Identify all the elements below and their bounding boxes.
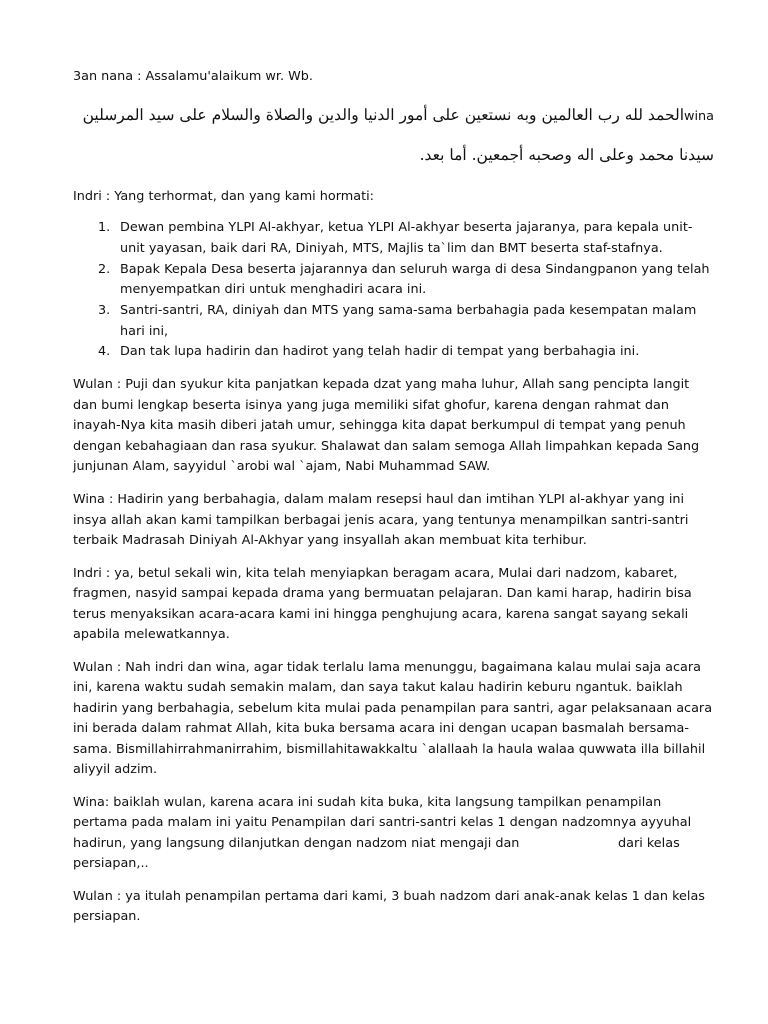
paragraph-line: dan bumi lengkap beserta isinya yang juga memiliki sifat ghofur, karena dengan rahmat dan xyxy=(73,398,669,413)
paragraph-line: terbaik Madrasah Diniyah Al-Akhyar yang insyallah akan membuat kita terhibur. xyxy=(73,533,587,548)
list-item-number: 1. xyxy=(98,220,111,235)
paragraph-line: pertama pada malam ini yaitu Penampilan dari santri-santri kelas 1 dengan nadzomnya ayyuhal xyxy=(73,815,692,830)
paragraph-line: fragmen, nasyid sampai kepada drama yang bermuatan pelajaran. Dan kami harap, hadirin bisa xyxy=(73,586,692,601)
list-item-line: Santri-santri, RA, diniyah dan MTS yang sama-sama berbahagia pada kesempatan malam xyxy=(120,303,697,318)
list-item-line: Bapak Kepala Desa beserta jajarannya dan seluruh warga di desa Sindangpanon yang telah xyxy=(120,262,710,277)
paragraph-line: ini, karena waktu sudah semakin malam, dan saya takut kalau hadirin keburu ngantuk. baiklah xyxy=(73,680,683,695)
paragraph-line: persiapan. xyxy=(73,909,141,924)
paragraph-line: Wina: baiklah wulan, karena acara ini sudah kita buka, kita langsung tampilkan penampilan xyxy=(73,795,662,810)
list-item-line: Dan tak lupa hadirin dan hadirot yang telah hadir di tempat yang berbahagia ini. xyxy=(120,344,640,359)
opening-greeting: 3an nana : Assalamu'alaikum wr. Wb. xyxy=(73,69,313,84)
paragraph-line: terus menyaksikan acara-acara kami ini hingga penghujung acara, karena sangat sayang sekali xyxy=(73,607,689,622)
paragraph-line: hadirin yang berbahagia, sebelum kita mulai pada penampilan para santri, agar pelaksanaan acara xyxy=(73,701,713,716)
paragraph-line: sama. Bismillahirrahmanirrahim, bismillahitawakkaltu `alallaah la haula walaa quwwata illa billahil xyxy=(73,742,706,757)
arabic-text-1: الحمد لله رب العالمين وبه نستعين على أمور الدنيا والدين والصلاة والسلام على سيد المرسلين xyxy=(82,106,685,124)
paragraph-line: Wulan : Nah indri dan wina, agar tidak terlalu lama menunggu, bagaimana kalau mulai saja acara xyxy=(73,660,701,675)
paragraph-line: Wina : Hadirin yang berbahagia, dalam malam resepsi haul dan imtihan YLPI al-akhyar yang ini xyxy=(73,492,685,507)
paragraph-line: Indri : ya, betul sekali win, kita telah menyiapkan beragam acara, Mulai dari nadzom, kabaret, xyxy=(73,566,678,581)
list-item-line: Dewan pembina YLPI Al-akhyar, ketua YLPI Al-akhyar beserta jajaranya, para kepala unit- xyxy=(120,220,693,235)
paragraph-gap-text: dari kelas xyxy=(618,836,680,851)
list-item-line: menyempatkan diri untuk menghadiri acara ini. xyxy=(120,282,427,297)
list-item-number: 2. xyxy=(98,262,111,277)
arabic-opening-line-2: سيدنا محمد وعلى اله وصحبه أجمعين. أما بعد. xyxy=(419,146,714,164)
paragraph-line: apabila melewatkannya. xyxy=(73,627,230,642)
paragraph-line: aliyyil adzim. xyxy=(73,762,158,777)
paragraph-line: hadirun, yang langsung dilanjutkan dengan nadzom niat mengaji dan xyxy=(73,836,520,851)
paragraph-line: ini berada dalam rahmat Allah, kita buka bersama acara ini dengan ucapan basmalah bersama- xyxy=(73,721,690,736)
paragraph-line: junjunan Alam, sayyidul `arobi wal `ajam, Nabi Muhammad SAW. xyxy=(73,459,491,474)
speaker-label-wina: wina xyxy=(684,109,714,124)
paragraph-line: Wulan : Puji dan syukur kita panjatkan kepada dzat yang maha luhur, Allah sang pencipta langit xyxy=(73,377,690,392)
list-item-number: 3. xyxy=(98,303,111,318)
indri-intro: Indri : Yang terhormat, dan yang kami hormati: xyxy=(73,189,374,204)
list-item-line: unit yayasan, baik dari RA, Diniyah, MTS, Majlis ta`lim dan BMT beserta staf-stafnya. xyxy=(120,241,663,256)
paragraph-line: inayah-Nya kita masih diberi jatah umur, sehingga kita dapat berkumpul di tempat yang penuh xyxy=(73,418,686,433)
paragraph-line: Wulan : ya itulah penampilan pertama dari kami, 3 buah nadzom dari anak-anak kelas 1 dan kelas xyxy=(73,889,705,904)
list-item-number: 4. xyxy=(98,344,111,359)
paragraph-line: insya allah akan kami tampilkan berbagai jenis acara, yang tentunya menampilkan santri-santri xyxy=(73,513,689,528)
paragraph-line: dengan kebahagiaan dan rasa syukur. Shalawat dan salam semoga Allah limpahkan kepada Sang xyxy=(73,439,700,454)
arabic-opening-line-1 xyxy=(83,103,714,129)
paragraph-line: persiapan,.. xyxy=(73,856,149,871)
list-item-line: hari ini, xyxy=(120,324,169,339)
